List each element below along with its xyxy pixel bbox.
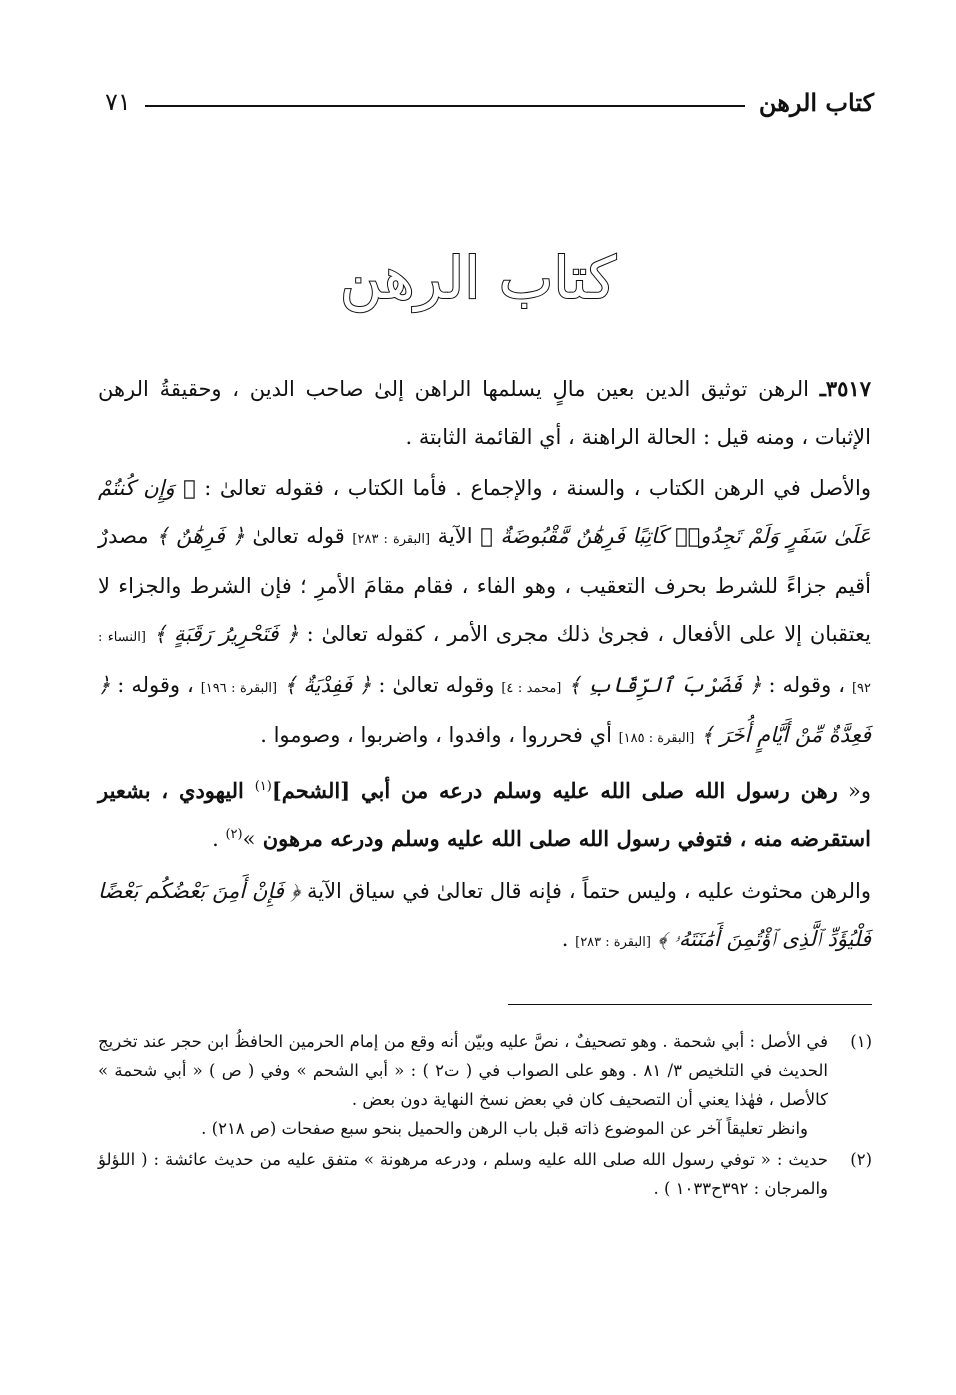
footnote-number: (٢) [850, 1150, 872, 1169]
paragraph-text: وقوله تعالىٰ : [371, 672, 502, 697]
footnote-body [98, 1027, 828, 1143]
quran-reference: [البقرة : ٢٨٣] [352, 531, 431, 547]
footnote-number: (١) [850, 1032, 872, 1051]
paragraph-3 [98, 767, 871, 864]
chapter-title: كتاب الرهن [339, 244, 617, 312]
footnote-body [98, 1145, 828, 1203]
hadith-text: اليهودي ، بشعير استقرضه منه ، فتوفي رسول الله صلى الله عليه وسلم ودرعه مرهون [98, 777, 871, 852]
paragraph-1 [98, 365, 871, 461]
paragraph-text: قوله تعالىٰ [244, 523, 353, 548]
quran-quote: ﴿ فَتَحْرِيرُ رَقَبَةٍ ﴾ [153, 621, 299, 646]
footnote-1 [98, 1027, 872, 1143]
footnote-separator [508, 1004, 872, 1005]
quran-reference: [محمد : ٤] [501, 680, 562, 696]
quran-reference: [البقرة : ١٨٥] [618, 731, 695, 747]
quran-quote: ﴿ وَإِن كُنتُمْ عَلَىٰ سَفَرٍ وَلَمْ تَجِدُوا۟ كَاتِبًا فَرِهَٰنٌ مَّقْبُوضَةٌ ﴾ [98, 476, 871, 548]
paragraph-text: والأصل في الرهن الكتاب ، والسنة ، والإجماع . فأما الكتاب ، فقوله تعالىٰ : [195, 476, 872, 501]
quran-quote: ﴿ فَعِدَّةٌ مِّنْ أَيَّامٍ أُخَرَ ﴾ [98, 672, 871, 748]
footnote-text: وانظر تعليقاً آخر عن الموضوع ذاته قبل باب الرهن والحميل بنحو سبع صفحات (ص ٢١٨) . [201, 1119, 808, 1138]
quran-reference: [البقرة : ١٩٦] [200, 680, 278, 696]
paragraph-text: مصدرٌ أقيم جزاءً للشرط بحرف التعقيب ، وهو الفاء ، فقام مقامَ الأمرِ ؛ فإن الشرط والجزاء لا يعتقبان إلا على الأفعال ، فجرىٰ ذلك مجرى الأمر ، كقوله تعالىٰ : [98, 523, 871, 646]
paragraph-text: . [561, 926, 576, 951]
paragraph-text: والرهن محثوث عليه ، وليس حتماً ، فإنه قال تعالىٰ في سياق الآية [300, 878, 872, 903]
issue-number: ٣٥١٧ـ [819, 376, 871, 401]
paragraph-4 [98, 868, 871, 966]
quran-quote: ﴿ فَضَرْبَ ٱلرِّقَابِ ﴾ [568, 672, 762, 697]
quran-quote: ﴿ فَإِنْ أَمِنَ بَعْضُكُم بَعْضًا فَلْيُؤَدِّ ٱلَّذِى ٱؤْتُمِنَ أَمَٰنَتَهُۥ ﴾ [98, 878, 871, 951]
paragraph-text: ، وقوله : [761, 672, 852, 697]
paragraph-text: » [242, 827, 256, 852]
quran-reference: [البقرة : ٢٨٣] [575, 934, 651, 950]
paragraph-text: ، وقوله : [110, 672, 201, 697]
main-text [98, 365, 871, 970]
footnote-text: في الأصل : أبي شحمة . وهو تصحيفٌ ، نصَّ عليه وبيّن أنه وقع من إمام الحرمين الحافظُ ابن حجر عند تخريج الحديث في التلخيص ٣/ ٨١ . وهو على الصواب في ( ت٢ ) : « أبي الشحم » وفي ( ص ) « أبي شحمة » كالأصل ، فهٰذا يعني أن التصحيف كان في بعض نسخ النهاية دون بعض . [98, 1032, 828, 1109]
paragraph-2 [98, 465, 871, 763]
footnote-marker[interactable]: (٢) [225, 827, 243, 843]
footnote-2 [98, 1145, 872, 1203]
paragraph-text: أي فحرروا ، وافدوا ، واضربوا ، وصوموا . [260, 723, 619, 748]
quran-quote: ﴿ فَفِدْيَةٌ ﴾ [284, 672, 372, 697]
footnotes [98, 1027, 872, 1205]
paragraph-text: الرهن توثيق الدين بعين مالٍ يسلمها الراهن إلىٰ صاحب الدين ، وحقيقةُ الرهن الإثبات ، ومنه قيل : الحالة الراهنة ، أي القائمة الثابتة . [98, 377, 871, 449]
paragraph-text: الآية [430, 523, 481, 548]
header-rule [145, 105, 745, 107]
quran-reference: [النساء : ٩٢] [98, 629, 871, 696]
quran-quote: ﴿ فَرِهَٰنٌ ﴾ [156, 523, 245, 548]
hadith-text: رهن رسول الله صلى الله عليه وسلم درعه من أبي [الشحم] [271, 777, 838, 803]
page-number: ٧١ [105, 88, 131, 116]
header-title: كتاب الرهن [758, 87, 874, 117]
paragraph-text: . [212, 827, 226, 852]
running-header [105, 82, 874, 122]
footnote-marker[interactable]: (١) [254, 778, 272, 794]
footnote-text: حديث : « توفي رسول الله صلى الله عليه وسلم ، ودرعه مرهونة » متفق عليه من حديث عائشة : ( اللؤلؤ والمرجان : ٣٩٢ح١٠٣٣ ) . [98, 1150, 828, 1198]
paragraph-text: و« [837, 778, 871, 803]
